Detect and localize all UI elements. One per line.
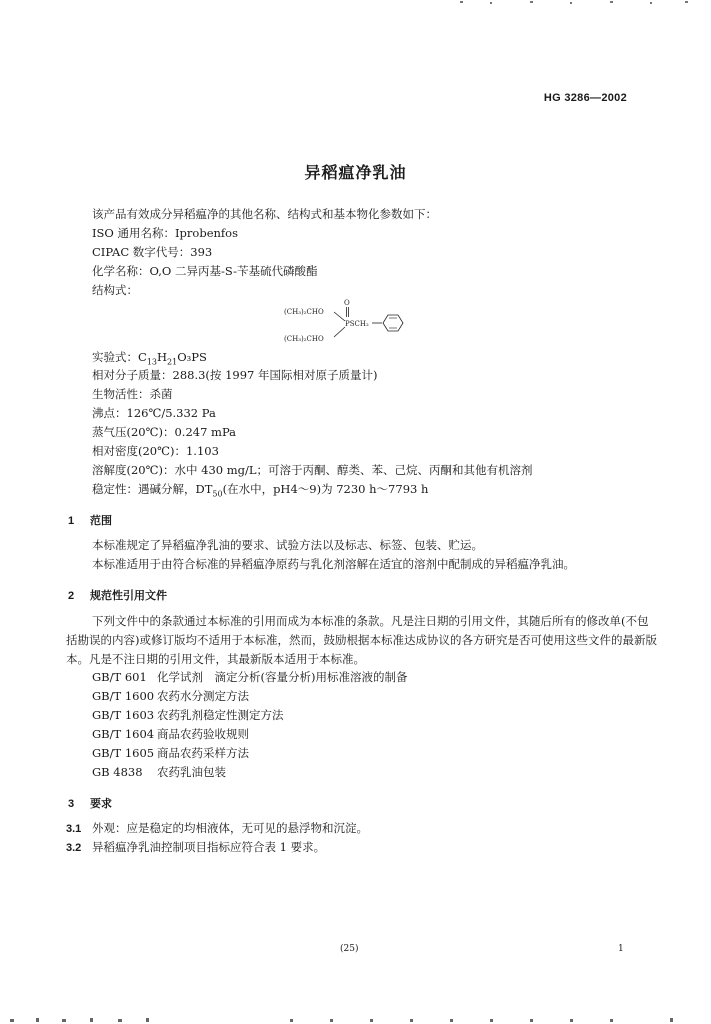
page-marker-center: (25) [340, 944, 359, 954]
requirement-3-2: 3.2 异稻瘟净乳油控制项目指标应符合表 1 要求。 [66, 840, 326, 854]
ref-item: GB/T 1604 商品农药验收规则 [92, 727, 249, 741]
section-3-heading: 3 要求 [68, 798, 112, 810]
section-1-heading: 1 范围 [68, 515, 112, 527]
ref-item: GB/T 601 化学试剂 滴定分析(容量分析)用标准溶液的制备 [92, 670, 408, 684]
chemical-name: 化学名称：O,O 二异丙基-S-苄基硫代磷酸酯 [92, 264, 318, 278]
molecular-weight: 相对分子质量：288.3(按 1997 年国际相对原子质量计) [92, 368, 378, 382]
structural-formula [282, 297, 422, 347]
ref-item: GB 4838 农药乳油包装 [92, 765, 226, 779]
iso-common-name: ISO 通用名称：Iprobenfos [92, 226, 238, 240]
psch2-group: PSCH₂ [345, 320, 369, 328]
group-bottom: (CH₃)₂CHO [284, 335, 324, 343]
ref-item: GB/T 1600 农药水分测定方法 [92, 689, 249, 703]
oxygen-atom: O [344, 299, 350, 307]
solubility: 溶解度(20℃)：水中 430 mg/L；可溶于丙酮、醇类、苯、己烷、丙酮和其他有机溶剂 [92, 463, 533, 477]
cipac-code: CIPAC 数字代号：393 [92, 245, 213, 259]
ref-item: GB/T 1603 农药乳剂稳定性测定方法 [92, 708, 284, 722]
section-1-para-1: 本标准规定了异稻瘟净乳油的要求、试验方法以及标志、标签、包装、贮运。 [92, 538, 483, 552]
section-2-para: 下列文件中的条款通过本标准的引用而成为本标准的条款。凡是注日期的引用文件，其随后所有的修改单(不包括勘误的内容)或修订版均不适用于本标准，然而，鼓励根据本标准达成协议的各方研究是否可使用这些文件的最新版本。凡是不注日期的引用文件，其最新版本适用于本标准。 [66, 614, 657, 666]
structure-label: 结构式： [92, 283, 138, 297]
ref-item: GB/T 1605 商品农药采样方法 [92, 746, 249, 760]
benzene-ring [383, 315, 403, 331]
scan-noise-top [420, 0, 711, 6]
stability: 稳定性：遇碱分解，$DT_{50}$(在水中，pH4～9)为 7230 h～7793 h [92, 482, 429, 499]
relative-density: 相对密度(20℃)：1.103 [92, 444, 219, 458]
page-number: 1 [618, 944, 624, 954]
group-top: (CH₃)₂CHO [284, 308, 324, 316]
intro-lead: 该产品有效成分异稻瘟净的其他名称、结构式和基本物化参数如下： [92, 207, 437, 221]
vapor-pressure: 蒸气压(20℃)：0.247 mPa [92, 425, 237, 439]
bioactivity: 生物活性：杀菌 [92, 387, 173, 401]
document-title: 异稻瘟净乳油 [304, 163, 407, 182]
section-2-heading: 2 规范性引用文件 [68, 590, 167, 602]
empirical-formula: 实验式：$C_{13}H_{21}O_3PS$ [92, 350, 207, 367]
requirement-3-1: 3.1 外观：应是稳定的均相液体，无可见的悬浮物和沉淀。 [66, 821, 368, 835]
scan-noise-bottom [0, 1016, 711, 1024]
section-1-para-2: 本标准适用于由符合标准的异稻瘟净原药与乳化剂溶解在适宜的溶剂中配制成的异稻瘟净乳油。 [92, 557, 575, 571]
boiling-point: 沸点：126℃/5.332 Pa [92, 406, 216, 420]
standard-number: HG 3286—2002 [543, 92, 627, 104]
